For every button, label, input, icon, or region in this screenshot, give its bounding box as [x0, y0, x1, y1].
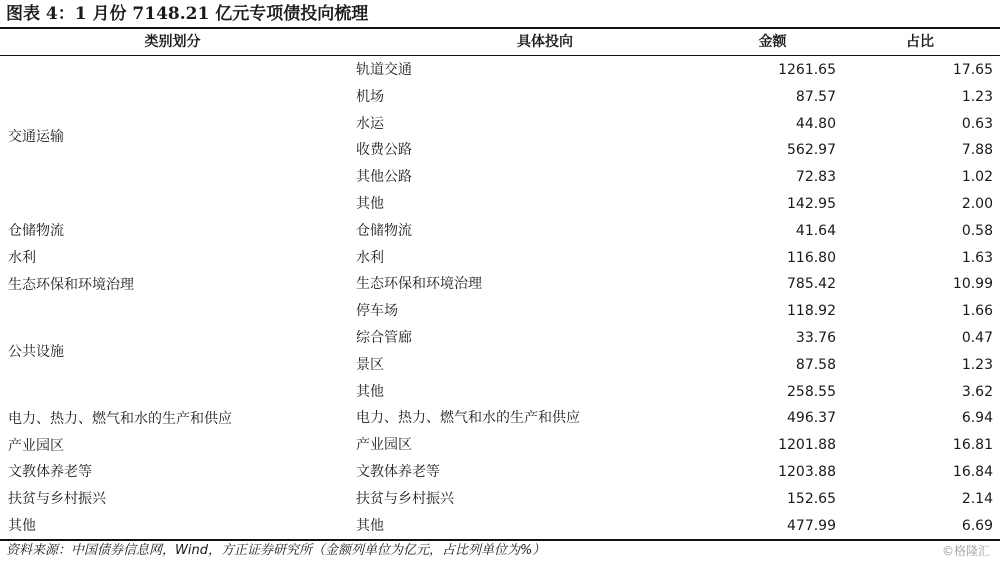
table-row: [0, 57, 1000, 84]
cell-share: 6.69: [961, 517, 993, 534]
table-row: [0, 432, 1000, 459]
table-body: [0, 57, 1000, 539]
table-row: [0, 271, 1000, 298]
cell-direction: 停车场: [356, 303, 398, 320]
cell-amount: 258.55: [787, 383, 836, 400]
cell-share: 1.02: [961, 169, 993, 186]
cell-direction: 产业园区: [356, 437, 412, 454]
cell-direction: 水运: [356, 115, 384, 132]
cell-amount: 1203.88: [778, 463, 836, 480]
cell-share: 6.94: [961, 410, 993, 427]
table-row: [0, 164, 1000, 191]
cell-direction: 其他: [356, 517, 384, 534]
cell-share: 1.66: [961, 303, 993, 320]
cell-amount: 477.99: [787, 517, 836, 534]
cell-amount: 44.80: [795, 115, 836, 132]
cell-direction: 景区: [356, 356, 384, 373]
cell-share: 2.14: [961, 490, 993, 507]
cell-direction: 水利: [356, 249, 384, 266]
cell-share: 2.00: [961, 195, 993, 212]
header-amount: 金额: [758, 34, 787, 50]
header-rule: [0, 55, 1000, 56]
cell-share: 1.23: [961, 88, 993, 105]
category-label: 仓储物流: [8, 223, 64, 240]
cell-amount: 118.92: [787, 303, 836, 320]
cell-direction: 仓储物流: [356, 222, 412, 239]
table-row: [0, 84, 1000, 111]
category-label: 交通运输: [8, 129, 64, 146]
cell-amount: 142.95: [787, 195, 836, 212]
cell-share: 1.63: [961, 249, 993, 266]
cell-amount: 496.37: [787, 410, 836, 427]
source-note: 资料来源：中国债券信息网，Wind，方正证券研究所（金额列单位为亿元，占比列单位为%）: [6, 543, 546, 558]
cell-amount: 116.80: [787, 249, 836, 266]
cell-amount: 1201.88: [778, 437, 836, 454]
cell-direction: 机场: [356, 88, 384, 105]
cell-share: 1.23: [961, 356, 993, 373]
watermark: ©格隆汇: [941, 544, 990, 558]
header-category: 类别划分: [144, 34, 201, 50]
table-row: [0, 352, 1000, 379]
cell-amount: 87.58: [795, 356, 836, 373]
category-label: 扶贫与乡村振兴: [8, 491, 106, 508]
table-row: [0, 298, 1000, 325]
cell-direction: 其他: [356, 195, 384, 212]
cell-share: 17.65: [952, 62, 993, 78]
cell-amount: 87.57: [795, 88, 836, 105]
cell-amount: 152.65: [787, 490, 836, 507]
table-row: [0, 379, 1000, 406]
cell-direction: 轨道交通: [356, 62, 412, 78]
cell-share: 0.58: [961, 222, 993, 239]
cell-direction: 收费公路: [356, 142, 412, 159]
table-row: [0, 191, 1000, 218]
cell-amount: 785.42: [787, 276, 836, 293]
cell-direction: 其他: [356, 383, 384, 400]
cell-share: 16.84: [952, 463, 993, 480]
category-label: 产业园区: [8, 437, 64, 454]
category-label: 生态环保和环境治理: [8, 276, 134, 293]
cell-direction: 文教体养老等: [356, 463, 440, 480]
cell-amount: 1261.65: [778, 62, 836, 78]
table-row: [0, 513, 1000, 540]
category-label: 水利: [8, 250, 36, 266]
cell-direction: 其他公路: [356, 169, 412, 186]
category-label: 文教体养老等: [8, 464, 92, 481]
table-title: 图表 4：1 月份 7148.21 亿元专项债投向梳理: [6, 4, 369, 24]
cell-amount: 562.97: [787, 142, 836, 159]
cell-share: 10.99: [952, 276, 993, 293]
cell-share: 0.63: [961, 115, 993, 132]
cell-direction: 综合管廊: [356, 329, 412, 346]
table-row: [0, 325, 1000, 352]
cell-direction: 扶贫与乡村振兴: [356, 490, 454, 507]
table-row: [0, 137, 1000, 164]
cell-amount: 72.83: [795, 169, 836, 186]
table-row: [0, 459, 1000, 486]
cell-share: 0.47: [961, 329, 993, 346]
category-label: 公共设施: [8, 343, 64, 360]
cell-amount: 41.64: [795, 222, 836, 239]
cell-share: 16.81: [952, 437, 993, 454]
header-share: 占比: [906, 34, 934, 50]
table-row: [0, 245, 1000, 272]
cell-share: 3.62: [961, 383, 993, 400]
category-label: 电力、热力、燃气和水的生产和供应: [8, 410, 232, 427]
header-direction: 具体投向: [517, 34, 573, 50]
table-row: [0, 218, 1000, 245]
category-label: 其他: [8, 518, 36, 534]
table-row: [0, 111, 1000, 138]
table-row: [0, 486, 1000, 513]
cell-share: 7.88: [961, 142, 993, 159]
cell-direction: 电力、热力、燃气和水的生产和供应: [356, 410, 580, 427]
cell-direction: 生态环保和环境治理: [356, 276, 482, 293]
cell-amount: 33.76: [795, 329, 836, 346]
